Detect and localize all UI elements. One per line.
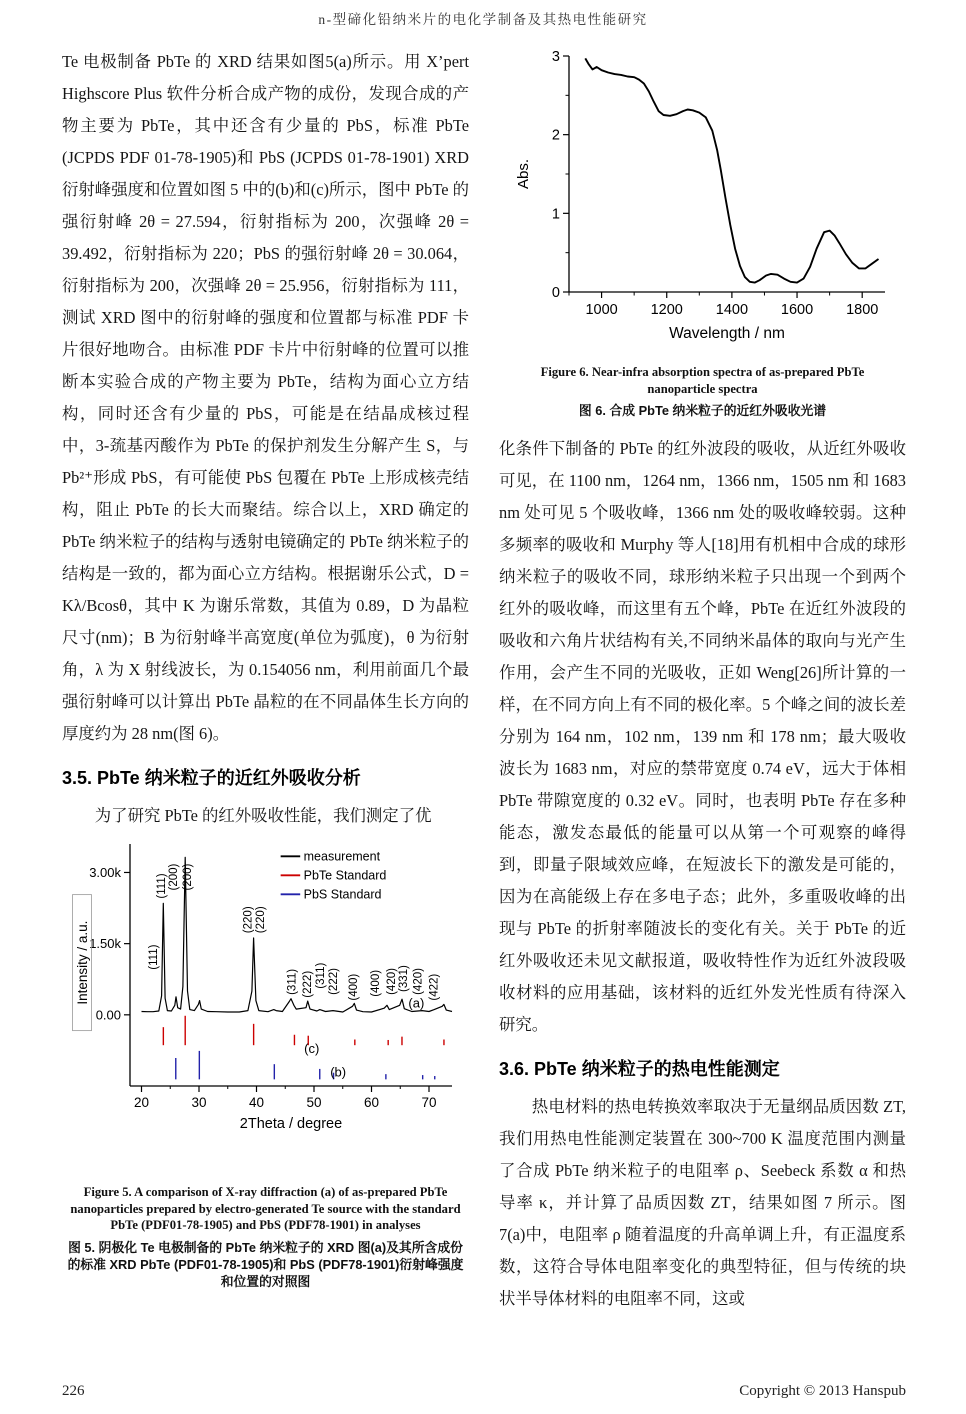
running-head: n-型碲化铅纳米片的电化学制备及其热电性能研究 <box>318 12 648 27</box>
svg-text:(222): (222) <box>301 970 314 998</box>
svg-text:PbTe Standard: PbTe Standard <box>303 868 386 883</box>
svg-text:(311): (311) <box>314 962 327 989</box>
svg-text:(331): (331) <box>397 965 410 992</box>
page-number: 226 <box>62 1383 85 1399</box>
svg-text:1800: 1800 <box>845 302 878 318</box>
figure5-svg <box>64 838 468 1176</box>
paragraph-thermoelectric: 热电材料的热电转换效率取决于无量纲品质因数 ZT,我们用热电性能测定装置在 300~700 K 温度范围内测量了合成 PbTe 纳米粒子的电阻率 ρ、Seebeck 系数 α 和热导率 κ，并计算了品质因数 ZT，结果如图 7 所示。图 7(a)中，电阻率 ρ 随着温度的升高单调上升，有正温度系数，这符合导体电阻率变化的典型特征，但与传统的块状半导体材料的电阻率不同，这或 <box>499 1097 906 1308</box>
copyright: Copyright © 2013 Hanspub <box>739 1383 906 1399</box>
svg-text:(311): (311) <box>286 968 299 995</box>
figure6-caption-zh: 图 6. 合成 PbTe 纳米粒子的近红外吸收光谱 <box>578 403 827 418</box>
svg-text:70: 70 <box>420 1095 437 1110</box>
figure6 <box>499 46 906 419</box>
svg-text:(a): (a) <box>407 995 424 1011</box>
svg-text:3.00k: 3.00k <box>88 864 121 880</box>
figure6-svg <box>507 46 899 358</box>
svg-text:1: 1 <box>551 206 560 223</box>
paragraph-xrd-analysis: Te 电极制备 PbTe 的 XRD 结果如图5(a)所示。用 X’pert Highscore Plus 软件分析合成产物的成份，发现合成的产物主要为 PbTe，其中还含有少量的 PbS，标准 PbTe (JCPDS PDF 01-78-1905)和 PbS (JCPDS 01-78-1901) XRD 衍射峰强度和位置如图 5 中的(b)和(c)所示，图中 PbTe 的强衍射峰 2θ = 27.594，衍射指标为 200，次强峰 2θ = 39.492，衍射指标为 220；PbS 的强衍射峰 2θ = 30.064，衍射指标为 200，次强峰 2θ = 25.956，衍射指标为 111，测试 XRD 图中的衍射峰的强度和位置都与标准 PDF 卡片很好地吻合。由标准 PDF 卡片中衍射峰的位置可以推断本实验合成的产物主要为 PbTe，结构为面心立方结构，同时还含有少量的 PbS，可能是在结晶成核过程中，3-巯基丙酸作为 PbTe 的保护剂发生分解产生 S，与 Pb²⁺形成 PbS，有可能使 PbS 包覆在 PbTe 上形成核壳结构，阻止 PbTe 的长大而聚结。综合以上，XRD 确定的 PbTe 纳米粒子的结构与透射电镜确定的 PbTe 纳米粒子的结构是一致的，都为面心立方结构。根据谢乐公式，D = Kλ/Bcosθ，其中 K 为谢乐常数，其值为 0.89，D 为晶粒尺寸(nm)；B 为衍射峰半高宽度(单位为弧度)，θ 为衍射角，λ 为 X 射线波长，为 0.154056 nm，利用前面几个最强衍射峰可以计算出 PbTe 晶粒的在不同晶体生长方向的厚度约为 28 nm(图 6)。 <box>62 52 470 743</box>
figure5-caption-en: Figure 5. A comparison of X-ray diffraction (a) of as-prepared PbTe nanoparticles prepared by electro-generated Te source with the standard PbTe (PDF01-78-1905) and PbS (PDF78-1901) in analyses <box>70 1185 461 1232</box>
svg-text:2: 2 <box>551 127 560 144</box>
svg-text:(200): (200) <box>167 863 180 891</box>
svg-text:(111): (111) <box>155 873 168 899</box>
svg-text:(420): (420) <box>385 968 398 995</box>
svg-text:(111): (111) <box>147 944 160 970</box>
svg-text:Abs.: Abs. <box>514 158 532 190</box>
svg-text:1400: 1400 <box>715 302 748 318</box>
figure5-caption-zh: 图 5. 阴极化 Te 电极制备的 PbTe 纳米粒子的 XRD 图(a)及其所含成份的标准 XRD PbTe (PDF01-78-1905)和 PbS (PDF78-1901)衍射峰强度和位置的对照图 <box>67 1239 464 1289</box>
right-column <box>499 46 906 1315</box>
svg-text:(c): (c) <box>303 1040 319 1056</box>
svg-text:(b): (b) <box>329 1064 346 1080</box>
svg-text:3: 3 <box>551 49 560 65</box>
svg-text:(400): (400) <box>347 973 360 1001</box>
svg-text:0.00: 0.00 <box>95 1007 121 1023</box>
svg-text:PbS Standard: PbS Standard <box>303 887 381 902</box>
svg-text:(222): (222) <box>327 968 340 995</box>
figure6-chart <box>499 46 906 358</box>
figure5-caption <box>62 1184 469 1290</box>
svg-text:measurement: measurement <box>303 849 380 864</box>
figure6-caption-en: Figure 6. Near-infra absorption spectra of as-prepared PbTe nanoparticle spectra <box>540 365 865 396</box>
page-footer <box>62 1383 906 1400</box>
svg-text:(220): (220) <box>241 906 254 934</box>
svg-text:40: 40 <box>248 1095 264 1110</box>
svg-text:50: 50 <box>305 1095 322 1110</box>
svg-text:1000: 1000 <box>584 302 618 318</box>
svg-text:(422): (422) <box>428 973 441 1001</box>
section-heading-3-6: 3.6. PbTe 纳米粒子的热电性能测定 <box>499 1059 780 1079</box>
paragraph-nir-intro: 为了研究 PbTe 的红外吸收性能，我们测定了优 <box>94 806 432 825</box>
section-heading-3-5: 3.5. PbTe 纳米粒子的近红外吸收分析 <box>62 768 361 788</box>
paragraph-nir-discussion: 化条件下制备的 PbTe 的红外波段的吸收，从近红外吸收可见，在 1100 nm，1264 nm，1366 nm，1505 nm 和 1683 nm 处可见 5 个吸收峰，1366 nm 处的吸收峰较弱。这种多频率的吸收和 Murphy 等人[18]用有机相中合成的球形纳米粒子的吸收不同，球形纳米粒子只出现一个到两个红外的吸收峰，而这里有五个峰，PbTe 在近红外波段的吸收和六角片状结构有关,不同纳米晶体的取向与光产生作用，会产生不同的光吸收，正如 Weng[26]所计算的一样，在不同方向上有不同的极化率。5 个峰之间的波长差分别为 164 nm，102 nm，139 nm 和 178 nm；最大吸收波长为 1683 nm，对应的禁带宽度 0.74 eV，远大于体相 PbTe 带隙宽度的 0.32 eV。同时，也表明 PbTe 存在多种能态，激发态最低的能量可以从第一个可观察的峰得到，即量子限域效应峰，在短波长下的激发是可能的，因为在高能级上存在多电子态；此外，多重吸收峰的出现与 PbTe 的折射率随波长的变化有关。关于 PbTe 的近红外吸收还未见文献报道，吸收特性作为近红外波段吸收材料的应用基础，该材料的近红外发光性质有待深入研究。 <box>499 439 906 1034</box>
figure5-chart <box>62 838 469 1176</box>
svg-text:(420): (420) <box>412 968 424 995</box>
svg-text:1200: 1200 <box>650 302 683 318</box>
svg-text:1600: 1600 <box>780 302 813 318</box>
svg-text:1.50k: 1.50k <box>88 936 121 952</box>
svg-text:30: 30 <box>190 1095 207 1110</box>
svg-text:2Theta / degree: 2Theta / degree <box>239 1116 342 1132</box>
figure6-caption <box>499 364 906 419</box>
svg-text:20: 20 <box>133 1095 149 1110</box>
svg-text:(200): (200) <box>181 863 194 891</box>
svg-text:60: 60 <box>363 1095 379 1110</box>
svg-text:(220): (220) <box>254 906 267 934</box>
svg-text:Wavelength / nm: Wavelength / nm <box>668 325 785 342</box>
svg-text:(400): (400) <box>369 969 382 997</box>
left-column <box>62 46 469 1294</box>
figure5 <box>62 838 469 1290</box>
svg-text:Intensity / a.u.: Intensity / a.u. <box>74 920 90 1005</box>
svg-text:0: 0 <box>551 285 560 301</box>
